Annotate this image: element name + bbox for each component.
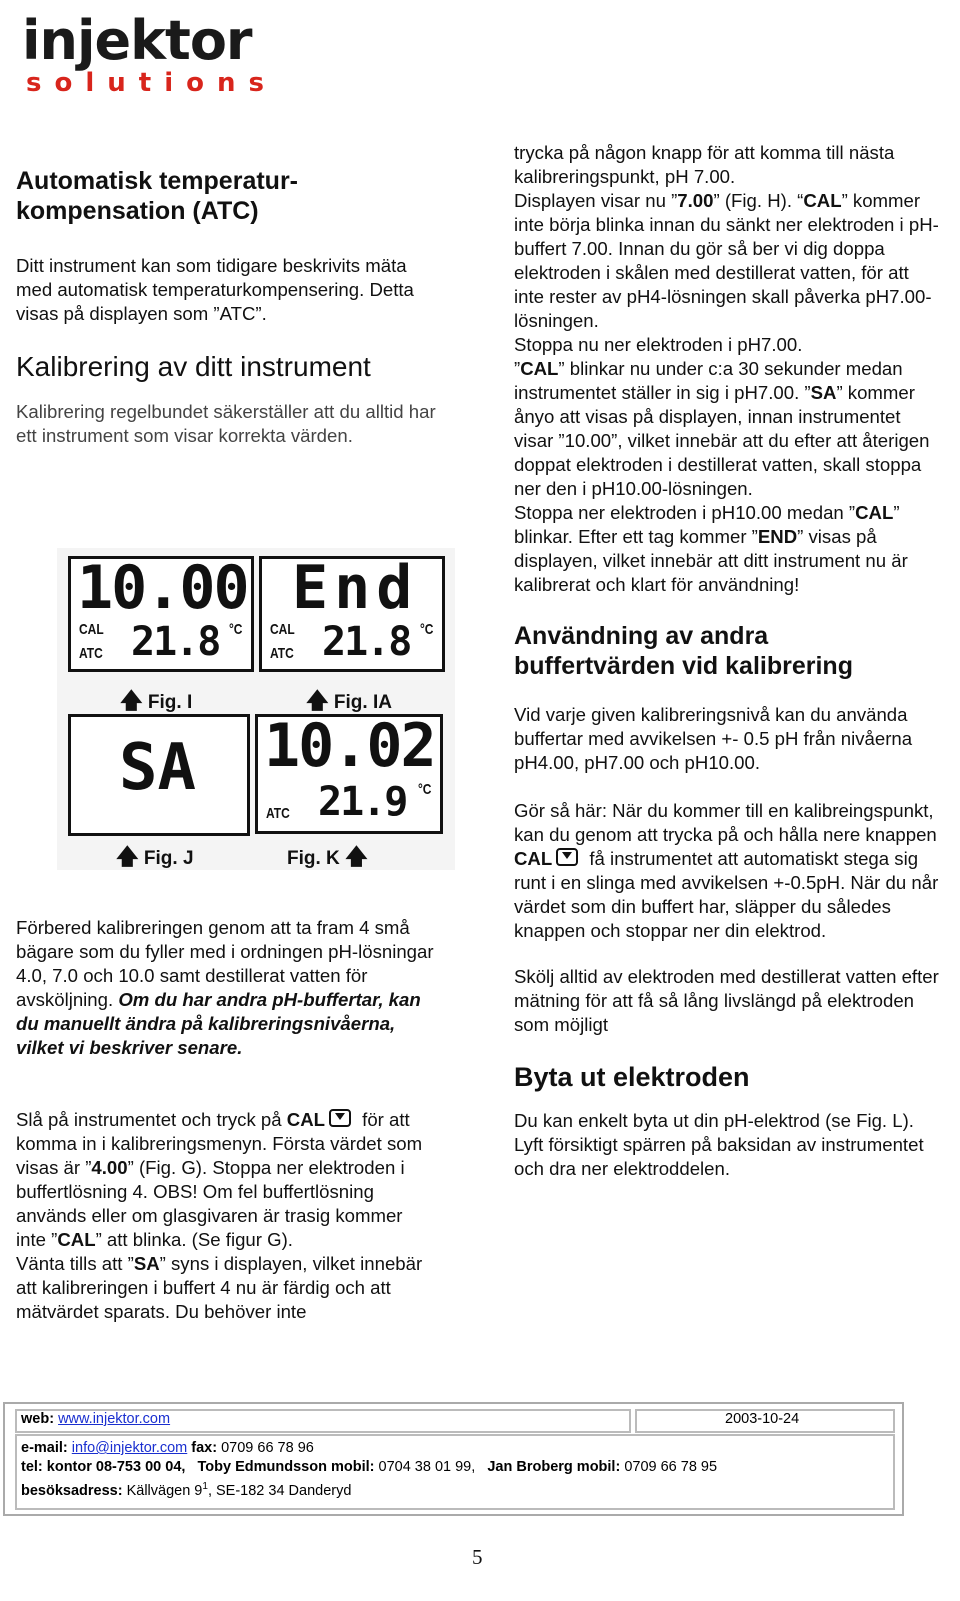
cal-button-icon xyxy=(329,1109,351,1127)
lcd-fig-k xyxy=(255,711,443,834)
right-column xyxy=(514,141,942,1181)
footer-phone-line: tel: kontor 08-753 00 04, Toby Edmundsson mobil: 0704 38 01 99, Jan Broberg mobil: 0709 66 78 95 xyxy=(21,1459,718,1475)
up-arrow-icon: 🡅 xyxy=(116,844,139,869)
footer-web: web: www.injektor.com xyxy=(21,1411,171,1427)
email-link[interactable]: info@injektor.com xyxy=(71,1440,188,1456)
other-buffers-heading: Användning av andra buffertvärden vid kalibrering xyxy=(514,622,853,680)
lcd-fig-ia xyxy=(259,553,445,672)
left-column xyxy=(16,166,436,448)
cal-button-icon xyxy=(556,848,578,866)
calibration-paragraph: Kalibrering regelbundet säkerställer att du alltid har ett instrument som visar korrekta värden. xyxy=(16,401,436,446)
footer-address-line: besöksadress: Källvägen $9^1$, SE-182 34 Danderyd xyxy=(21,1481,352,1499)
lcd-main-value: End xyxy=(292,553,419,623)
lcd-atc-indicator: ATC xyxy=(270,645,294,662)
atc-heading: Automatisk temperatur- kompensation (ATC) xyxy=(16,167,298,225)
caption-fig-i: 🡅 Fig. I xyxy=(120,688,193,713)
replace-electrode-heading: Byta ut elektroden xyxy=(514,1062,750,1092)
preparation-paragraph: Förbered kalibreringen genom att ta fram 4 små bägare som du fyller med i ordningen pH-lösningar 4.0, 7.0 och 10.0 samt destillerat vatten för avsköljning. Om du har andra pH-buffertar, kan du manuellt ändra på kalibreringsnivåerna, vilket vi beskriver senare. xyxy=(16,917,434,1058)
lcd-unit: °C xyxy=(418,781,432,798)
calibration-continue-paragraph: trycka på någon knapp för att komma till nästa kalibreringspunkt, pH 7.00. Displayen visar nu ”7.00” (Fig. H). “CAL” kommer inte börja blinka innan du sänkt ner elektroden i pH-buffert 7.00. Innan du gör så ber vi dig doppa elektroden i skålen med destillerat vatten, för att inte rester av pH4-lösningen skall påverka pH7.00-lösningen. Stoppa nu ner elektroden i pH7.00. ”CAL” blinkar nu under c:a 30 sekunder medan instrumentet ställer in sig i pH7.00. ”SA” kommer ånyo att visas på displayen, innan instrumentet visar ”10.00”, vilket innebär att du efter att återigen doppat elektroden i destillerat vatten, skall stoppa ner den i pH10.00-lösningen. Stoppa ner elektroden i pH10.00 medan ”CAL” blinkar. Efter ett tag kommer ”END” visas på displayen, vilket innebär att ditt instrument nu är kalibrerat och klart för användning! xyxy=(514,142,939,595)
caption-fig-k: Fig. K 🡅 xyxy=(287,844,368,869)
up-arrow-icon: 🡅 xyxy=(345,844,368,869)
lcd-main-value: SA xyxy=(119,731,197,805)
left-column-lower xyxy=(16,916,436,1324)
caption-fig-ia: 🡅 Fig. IA xyxy=(306,688,392,713)
lcd-temperature: 21.9 xyxy=(318,779,407,825)
footer-email-line: e-mail: info@injektor.com fax: 0709 66 78 96 xyxy=(21,1440,314,1456)
logo-subtitle: solutions xyxy=(26,68,277,98)
lcd-temperature: 21.8 xyxy=(131,619,220,665)
lcd-unit: °C xyxy=(420,621,434,638)
caption-fig-j: 🡅 Fig. J xyxy=(116,844,194,869)
up-arrow-icon: 🡅 xyxy=(120,688,143,713)
page-number: 5 xyxy=(472,1545,483,1569)
lcd-unit: °C xyxy=(229,621,243,638)
how-to-paragraph: Gör så här: När du kommer till en kalibreingspunkt, kan du genom att trycka på och hålla nere knappen CAL få instrumentet att automatiskt stega sig runt i en slinga med avvikelsen +-0.5pH. När du når värdet som din buffert har, släpper du således knappen och stoppar ner din elektrod. xyxy=(514,800,939,941)
logo-wordmark: injektor xyxy=(22,9,252,72)
lcd-cal-indicator: CAL xyxy=(270,621,295,638)
footer-date: 2003-10-24 xyxy=(725,1411,800,1427)
lcd-fig-j xyxy=(68,714,250,836)
rinse-paragraph: Skölj alltid av elektroden med destillerat vatten efter mätning för att få så lång livslängd på elektroden som möjligt xyxy=(514,966,939,1035)
lcd-cal-indicator: CAL xyxy=(79,621,104,638)
calibration-heading: Kalibrering av ditt instrument xyxy=(16,351,371,382)
lcd-fig-i xyxy=(68,553,254,672)
wait-paragraph: Vänta tills att ”SA” syns i displayen, vilket innebär att kalibreringen i buffert 4 nu är färdig och att mätvärdet sparats. Du behöver inte xyxy=(16,1253,423,1322)
other-buffers-paragraph: Vid varje given kalibreringsnivå kan du använda buffertar med avvikelsen +- 0.5 pH från nivåerna pH4.00, pH7.00 och pH10.00. xyxy=(514,704,913,773)
lcd-atc-indicator: ATC xyxy=(266,805,290,822)
lcd-atc-indicator: ATC xyxy=(79,645,103,662)
calibration-steps-paragraph: Slå på instrumentet och tryck på CAL för att komma in i kalibreringsmenyn. Första värdet som visas är ”4.00” (Fig. G). Stoppa ner elektroden i buffertlösning 4. OBS! Om fel buffertlösning används eller om glasgivaren är trasig kommer inte ”CAL” att blinka. (Se figur G). xyxy=(16,1109,423,1250)
lcd-main-value: 10.02 xyxy=(264,711,435,781)
replace-electrode-paragraph: Du kan enkelt byta ut din pH-elektrod (se Fig. L). Lyft försiktigt spärren på baksidan av instrumentet och dra ner elektroddelen. xyxy=(514,1110,924,1179)
footer-box xyxy=(3,1402,904,1516)
web-link[interactable]: www.injektor.com xyxy=(58,1411,171,1427)
lcd-main-value: 10.00 xyxy=(77,553,248,623)
lcd-temperature: 21.8 xyxy=(322,619,411,665)
atc-paragraph: Ditt instrument kan som tidigare beskrivits mäta med automatisk temperaturkompensering. Detta visas på displayen som ”ATC”. xyxy=(16,255,414,324)
up-arrow-icon: 🡅 xyxy=(306,688,329,713)
